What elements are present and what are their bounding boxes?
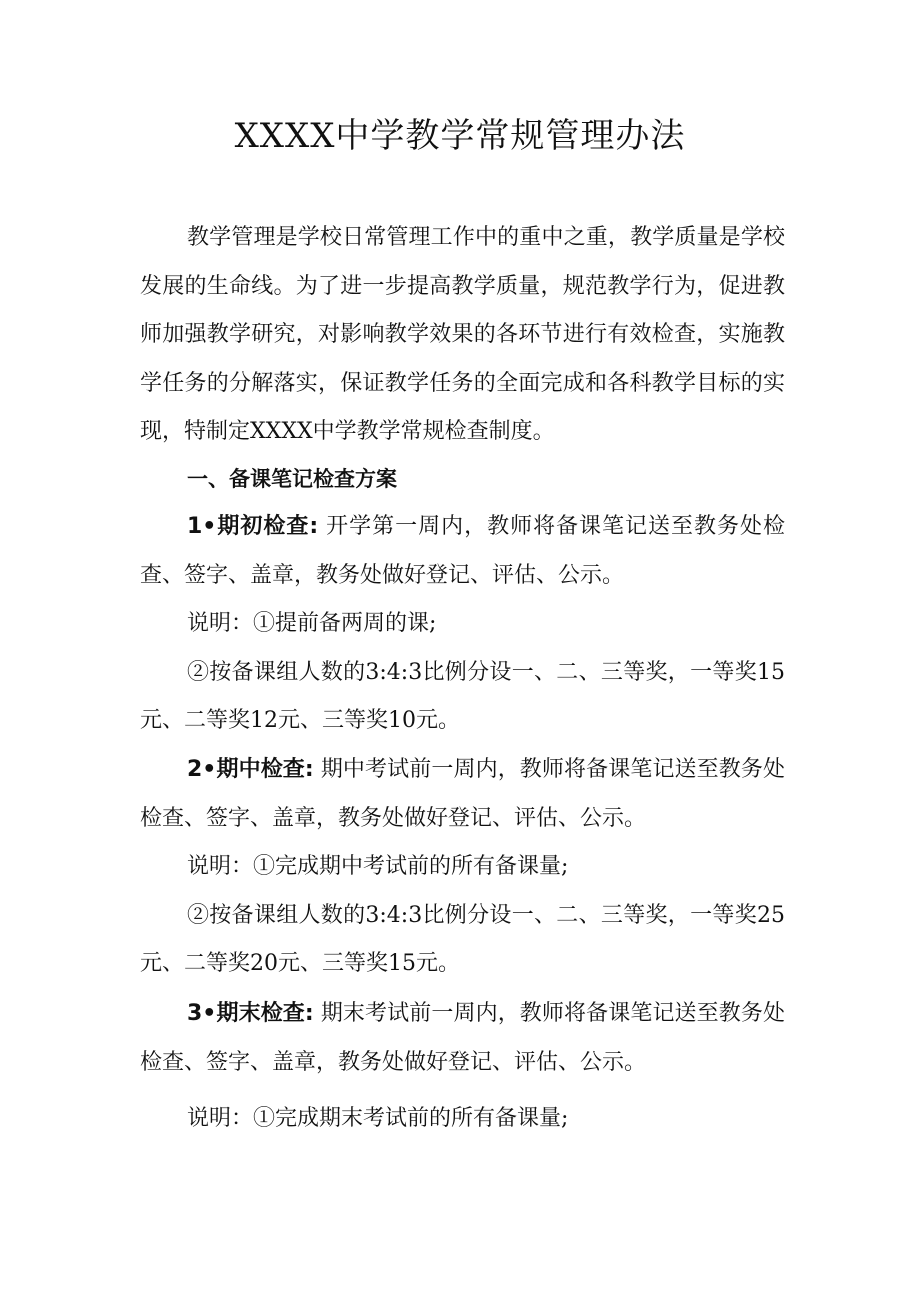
item-2-lead: 2•期中检查: <box>187 757 314 782</box>
item-1-paragraph <box>140 503 785 600</box>
item-3 <box>140 990 785 1087</box>
section-1 <box>140 455 785 504</box>
item-3-note-1: 说明：①完成期末考试前的所有备课量; <box>187 1106 569 1131</box>
item-2-note-2: ②按备课组人数的3:4:3比例分设一、二、三等奖，一等奖25元、二等奖20元、三等奖15元。 <box>140 902 785 976</box>
item-3-lead: 3•期末检查: <box>187 1001 314 1026</box>
item-1-text: 开学第一周内，教师将备课笔记送至教务处检查、签字、盖章，教务处做好登记、评估、公示。 <box>140 514 785 588</box>
item-2-text: 期中考试前一周内，教师将备课笔记送至教务处检查、签字、盖章，教务处做好登记、评估、公示。 <box>140 757 785 831</box>
item-1-lead: 1•期初检查: <box>187 514 319 539</box>
item-1 <box>140 503 785 600</box>
item-3-notes <box>140 1095 785 1144</box>
item-2-notes <box>140 843 785 989</box>
item-1-note-2: ②按备课组人数的3:4:3比例分设一、二、三等奖，一等奖15元、二等奖12元、三等奖10元。 <box>140 659 785 733</box>
item-2-paragraph <box>140 746 785 843</box>
document-body <box>140 214 785 457</box>
item-3-paragraph <box>140 990 785 1087</box>
item-1-note-1: 说明：①提前备两周的课; <box>187 611 437 636</box>
document-title: XXXX中学教学常规管理办法 <box>234 116 686 156</box>
item-2 <box>140 746 785 843</box>
intro-paragraph: 教学管理是学校日常管理工作中的重中之重，教学质量是学校发展的生命线。为了进一步提高教学质量，规范教学行为，促进教师加强教学研究，对影响教学效果的各环节进行有效检查，实施教学任务的分解落实，保证教学任务的全面完成和各科教学目标的实现，特制定XXXX中学教学常规检查制度。 <box>140 225 785 444</box>
item-1-notes <box>140 600 785 746</box>
item-3-text: 期末考试前一周内，教师将备课笔记送至教务处检查、签字、盖章，教务处做好登记、评估、公示。 <box>140 1001 785 1075</box>
item-2-note-1: 说明：①完成期中考试前的所有备课量; <box>187 854 569 879</box>
section-heading: 一、备课笔记检查方案 <box>187 467 397 491</box>
